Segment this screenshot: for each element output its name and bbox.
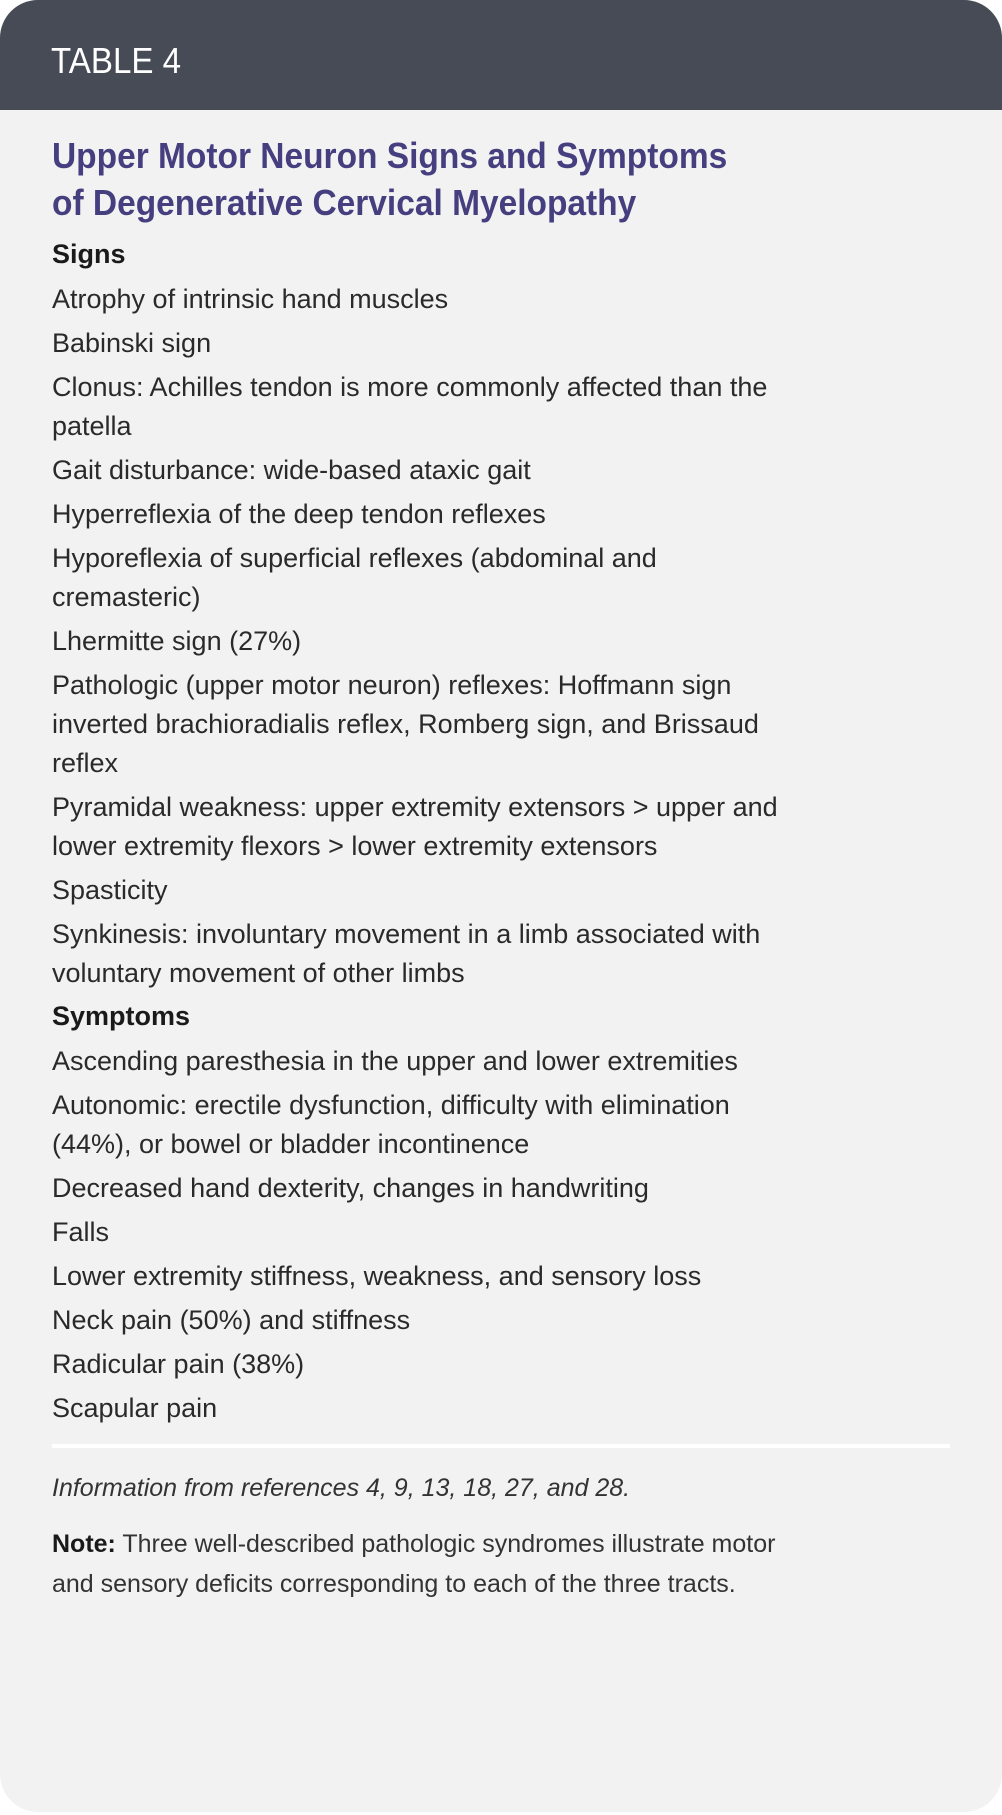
list-item: [52, 280, 950, 319]
list-item: [52, 368, 950, 446]
note-label: Note:: [52, 1530, 116, 1558]
list-item-line: patella: [52, 411, 132, 441]
title-line: Upper Motor Neuron Signs and Symptoms: [52, 135, 728, 176]
list-item-line: Pathologic (upper motor neuron) reflexes: Hoffmann sign: [52, 670, 732, 700]
list-item-line: cremasteric): [52, 582, 201, 612]
list-item-line: Hyperreflexia of the deep tendon reflexes: [52, 499, 546, 529]
list-item-line: reflex: [52, 748, 119, 778]
list-item: [52, 915, 950, 993]
list-item: [52, 1169, 950, 1208]
list-item-line: (44%), or bowel or bladder incontinence: [52, 1129, 530, 1159]
list-item-line: voluntary movement of other limbs: [52, 958, 465, 988]
list-item: [52, 451, 950, 490]
title-line: of Degenerative Cervical Myelopathy: [52, 182, 637, 223]
list-item-line: Decreased hand dexterity, changes in handwriting: [52, 1173, 649, 1203]
source-note: Information from references 4, 9, 13, 18, 27, and 28.: [52, 1474, 631, 1502]
list-item: [52, 1086, 950, 1164]
list-item: [52, 324, 950, 363]
list-item: [52, 1213, 950, 1252]
list-item-line: lower extremity flexors > lower extremity extensors: [52, 831, 658, 861]
section-heading-signs: Signs: [52, 239, 126, 269]
table-header: [0, 0, 1002, 110]
list-item: [52, 1301, 950, 1340]
list-item-line: Atrophy of intrinsic hand muscles: [52, 284, 449, 314]
list-item-line: Pyramidal weakness: upper extremity extensors > upper and: [52, 792, 778, 822]
note-text: and sensory deficits corresponding to each of the three tracts.: [52, 1570, 736, 1598]
divider: [52, 1444, 950, 1448]
list-item: [52, 539, 950, 617]
list-item-line: Ascending paresthesia in the upper and lower extremities: [52, 1046, 738, 1076]
list-item-line: Gait disturbance: wide-based ataxic gait: [52, 455, 531, 485]
list-item: [52, 1389, 950, 1428]
list-item: [52, 1257, 950, 1296]
footnote: [52, 1524, 950, 1604]
list-item-line: Babinski sign: [52, 328, 212, 358]
table-content: [0, 110, 1002, 1604]
list-item: [52, 1042, 950, 1081]
list-item: [52, 1345, 950, 1384]
sections: [52, 236, 950, 1428]
list-item-line: Synkinesis: involuntary movement in a limb associated with: [52, 919, 761, 949]
list-item-line: inverted brachioradialis reflex, Romberg sign, and Brissaud: [52, 709, 759, 739]
list-item: [52, 871, 950, 910]
list-item: [52, 495, 950, 534]
list-item: [52, 622, 950, 661]
list-item-line: Autonomic: erectile dysfunction, difficulty with elimination: [52, 1090, 730, 1120]
table-title: [52, 132, 887, 226]
list-item: [52, 666, 950, 783]
list-item-line: Lhermitte sign (27%): [52, 626, 302, 656]
list-item-line: Clonus: Achilles tendon is more commonly affected than the: [52, 372, 768, 402]
list-item: [52, 788, 950, 866]
list-item-line: Falls: [52, 1217, 110, 1247]
list-item-line: Lower extremity stiffness, weakness, and sensory loss: [52, 1261, 702, 1291]
list-item-line: Hyporeflexia of superficial reflexes (abdominal and: [52, 543, 657, 573]
list-item-line: Radicular pain (38%): [52, 1349, 305, 1379]
section-heading-symptoms: Symptoms: [52, 1001, 191, 1031]
table-number: TABLE 4: [51, 40, 182, 81]
list-item-line: Neck pain (50%) and stiffness: [52, 1305, 411, 1335]
list-item-line: Scapular pain: [52, 1393, 218, 1423]
note-text: Three well-described pathologic syndromes illustrate motor: [115, 1530, 776, 1558]
list-item-line: Spasticity: [52, 875, 168, 905]
